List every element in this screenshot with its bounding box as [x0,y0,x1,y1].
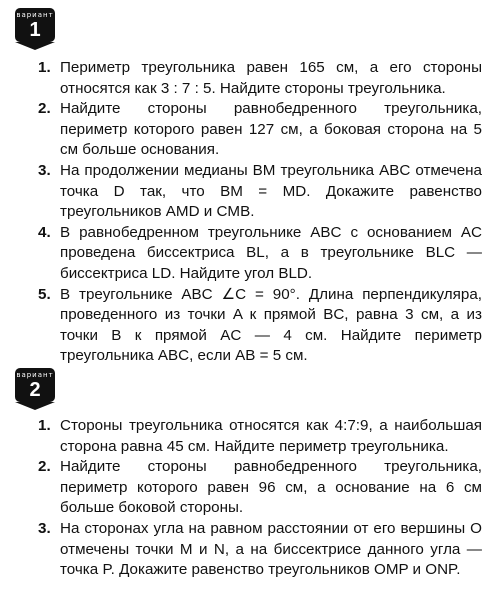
task-number: 2. [38,458,51,476]
task-text: Периметр треугольника равен 165 см, а его стороны относятся как 3 : 7 : 5. Найдите стороны треугольника. [60,59,482,97]
task-number: 4. [38,223,51,241]
variant-1-task-1 [30,58,482,99]
task-number: 3. [38,519,51,537]
variant-1-task-list [30,58,482,367]
variant-2-badge [15,368,55,402]
task-text: Найдите стороны равнобедренного треугольника, периметр которого равен 127 см, а боковая сторона на 5 см больше основания. [60,100,482,159]
variant-2-badge-label: вариант [16,371,54,379]
task-text: На сторонах угла на равном расстоянии от его вершины O отмечены точки M и N, а на биссектрисе данного угла — точка P. Докажите равенство треугольников OMP и ONP. [60,519,482,579]
task-text: В треугольнике ABC ∠C = 90°. Длина перпендикуляра, проведенного из точки A к прямой BC, равна 3 см, а из точки B к прямой AC — 4 см. Найдите периметр треугольника ABC, если AB = 5 см. [60,285,482,365]
variant-1-badge-label: вариант [16,11,54,19]
task-number: 1. [38,59,51,76]
task-text: В равнобедренном треугольнике ABC с основанием AC проведена биссектриса BL, а в треугольнике BLC — биссектриса LD. Найдите угол BLD. [60,223,482,282]
variant-1-task-5 [30,285,482,367]
task-number: 2. [38,100,51,118]
variant-2-task-2 [30,457,482,519]
task-text: Найдите стороны равнобедренного треугольника, периметр которого равен 96 см, а основание на 6 см больше боковой стороны. [60,458,482,517]
task-number: 5. [38,285,51,303]
variant-2-task-1 [30,416,482,457]
variant-2-task-3 [30,519,482,581]
task-text: На продолжении медианы BM треугольника ABC отмечена точка D так, что BM = MD. Докажите равенство треугольников AMD и CMB. [60,161,482,221]
variant-1-task-3 [30,161,482,223]
variant-1-task-2 [30,99,482,161]
task-number: 1. [38,417,51,434]
task-text: Стороны треугольника относятся как 4:7:9, а наибольшая сторона равна 45 см. Найдите периметр треугольника. [60,417,482,455]
variant-1-badge-number: 1 [29,19,41,41]
variant-1-badge [15,8,55,42]
variant-2-task-list [30,416,482,581]
variant-2-badge-number: 2 [29,379,41,401]
task-number: 3. [38,161,51,179]
variant-1-task-4 [30,223,482,285]
